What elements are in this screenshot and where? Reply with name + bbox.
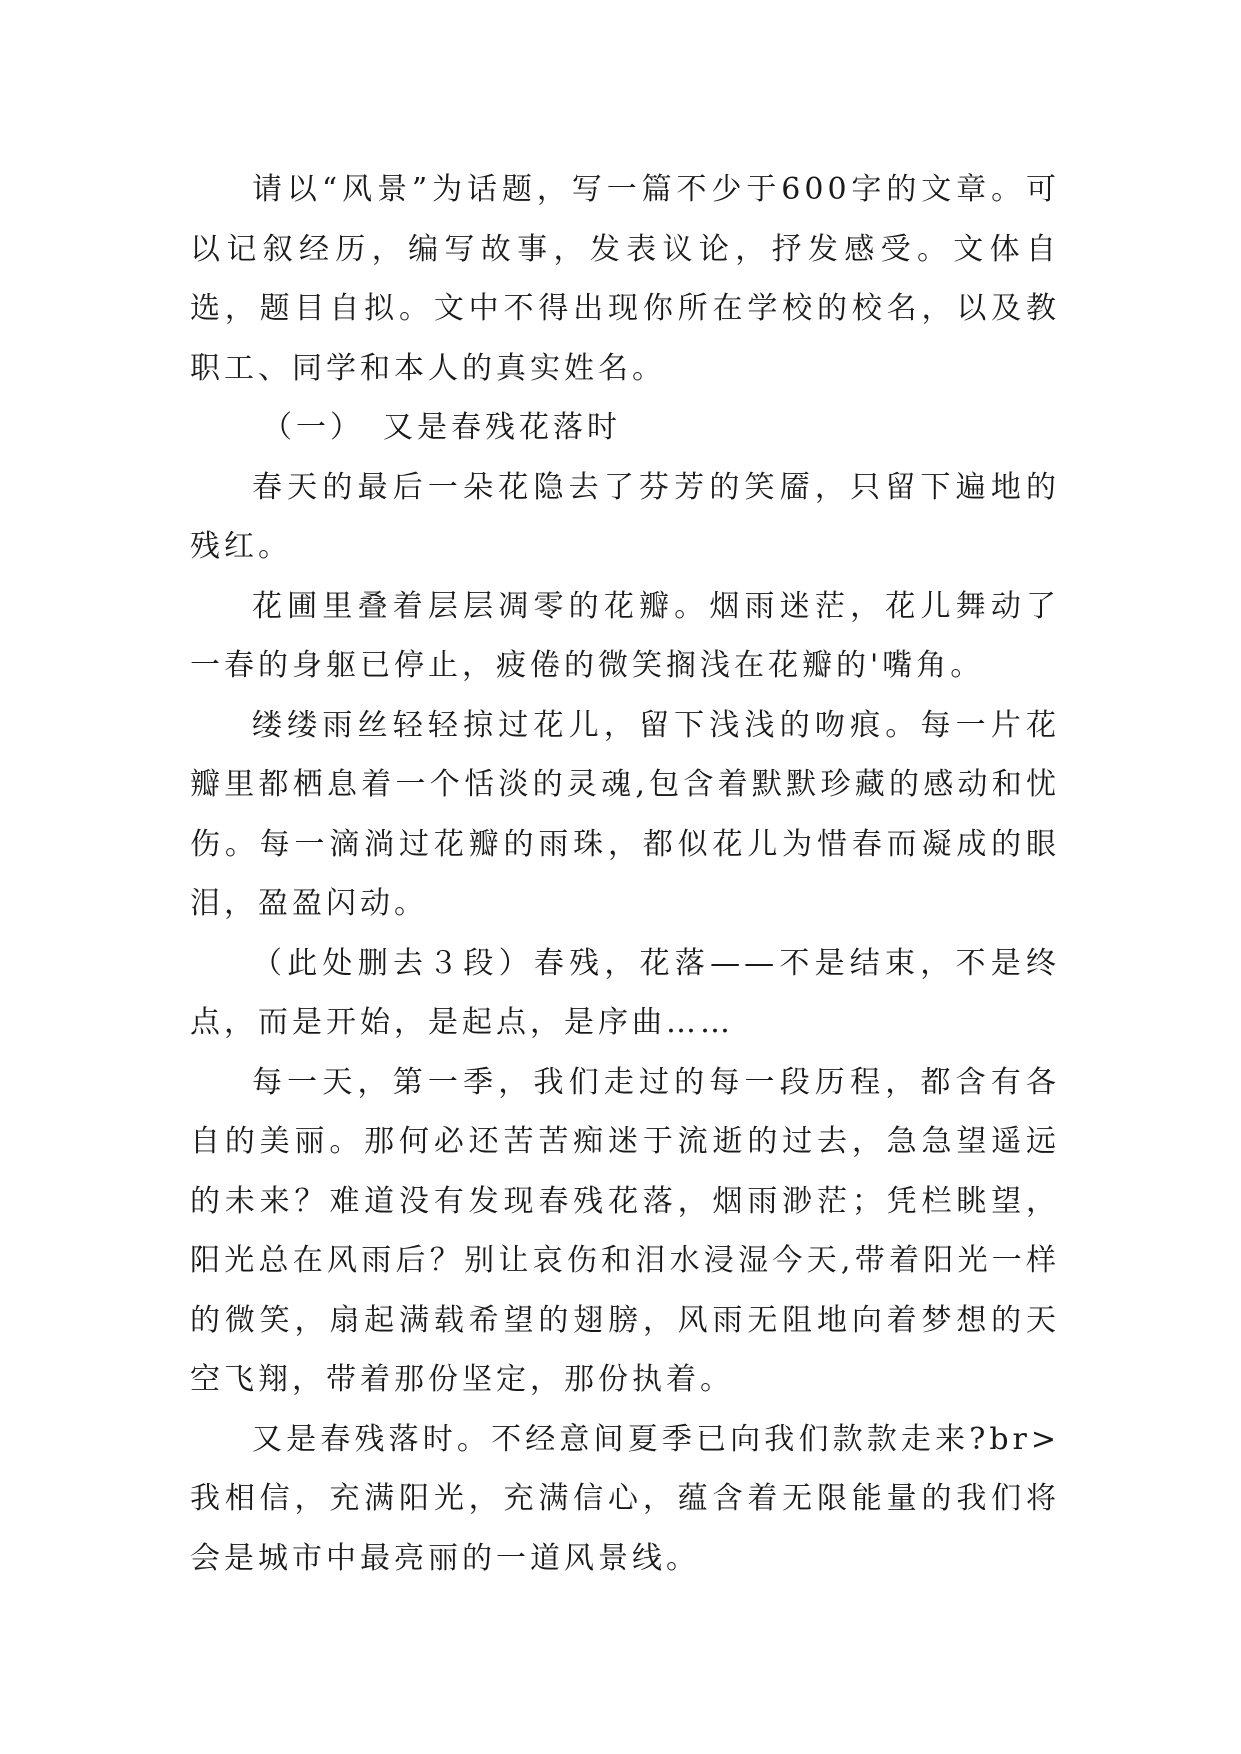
paragraph-6: 又是春残落时。不经意间夏季已向我们款款走来?br>我相信，充满阳光，充满信心，蕴含着无限能量的我们将会是城市中最亮丽的一道风景线。 — [190, 1421, 1060, 1576]
essay-prompt: 请以“风景”为话题，写一篇不少于600字的文章。可以记叙经历，编写故事，发表议论，抒发感受。文体自选，题目自拟。文中不得出现你所在学校的校名，以及教职工、同学和本人的真实姓名。 — [190, 172, 1060, 386]
document-body — [190, 160, 1060, 1588]
essay-title: （一） 又是春残花落时 — [262, 410, 621, 445]
paragraph-2: 花圃里叠着层层凋零的花瓣。烟雨迷茫，花儿舞动了一春的身躯已停止，疲倦的微笑搁浅在花瓣的'嘴角。 — [190, 588, 1060, 683]
paragraph-3: 缕缕雨丝轻轻掠过花儿，留下浅浅的吻痕。每一片花瓣里都栖息着一个恬淡的灵魂,包含着默默珍藏的感动和忧伤。每一滴淌过花瓣的雨珠，都似花儿为惜春而凝成的眼泪，盈盈闪动。 — [190, 707, 1060, 921]
paragraph-4: （此处删去３段）春残，花落——不是结束，不是终点，而是开始，是起点，是序曲…… — [190, 945, 1060, 1040]
paragraph-1: 春天的最后一朵花隐去了芬芳的笑靥，只留下遍地的残红。 — [190, 469, 1060, 564]
paragraph-5: 每一天，第一季，我们走过的每一段历程，都含有各自的美丽。那何必还苦苦痴迷于流逝的过去，急急望遥远的未来？难道没有发现春残花落，烟雨渺茫；凭栏眺望，阳光总在风雨后？别让哀伤和泪水浸湿今天,带着阳光一样的微笑，扇起满载希望的翅膀，风雨无阻地向着梦想的天空飞翔，带着那份坚定，那份执着。 — [190, 1064, 1060, 1397]
